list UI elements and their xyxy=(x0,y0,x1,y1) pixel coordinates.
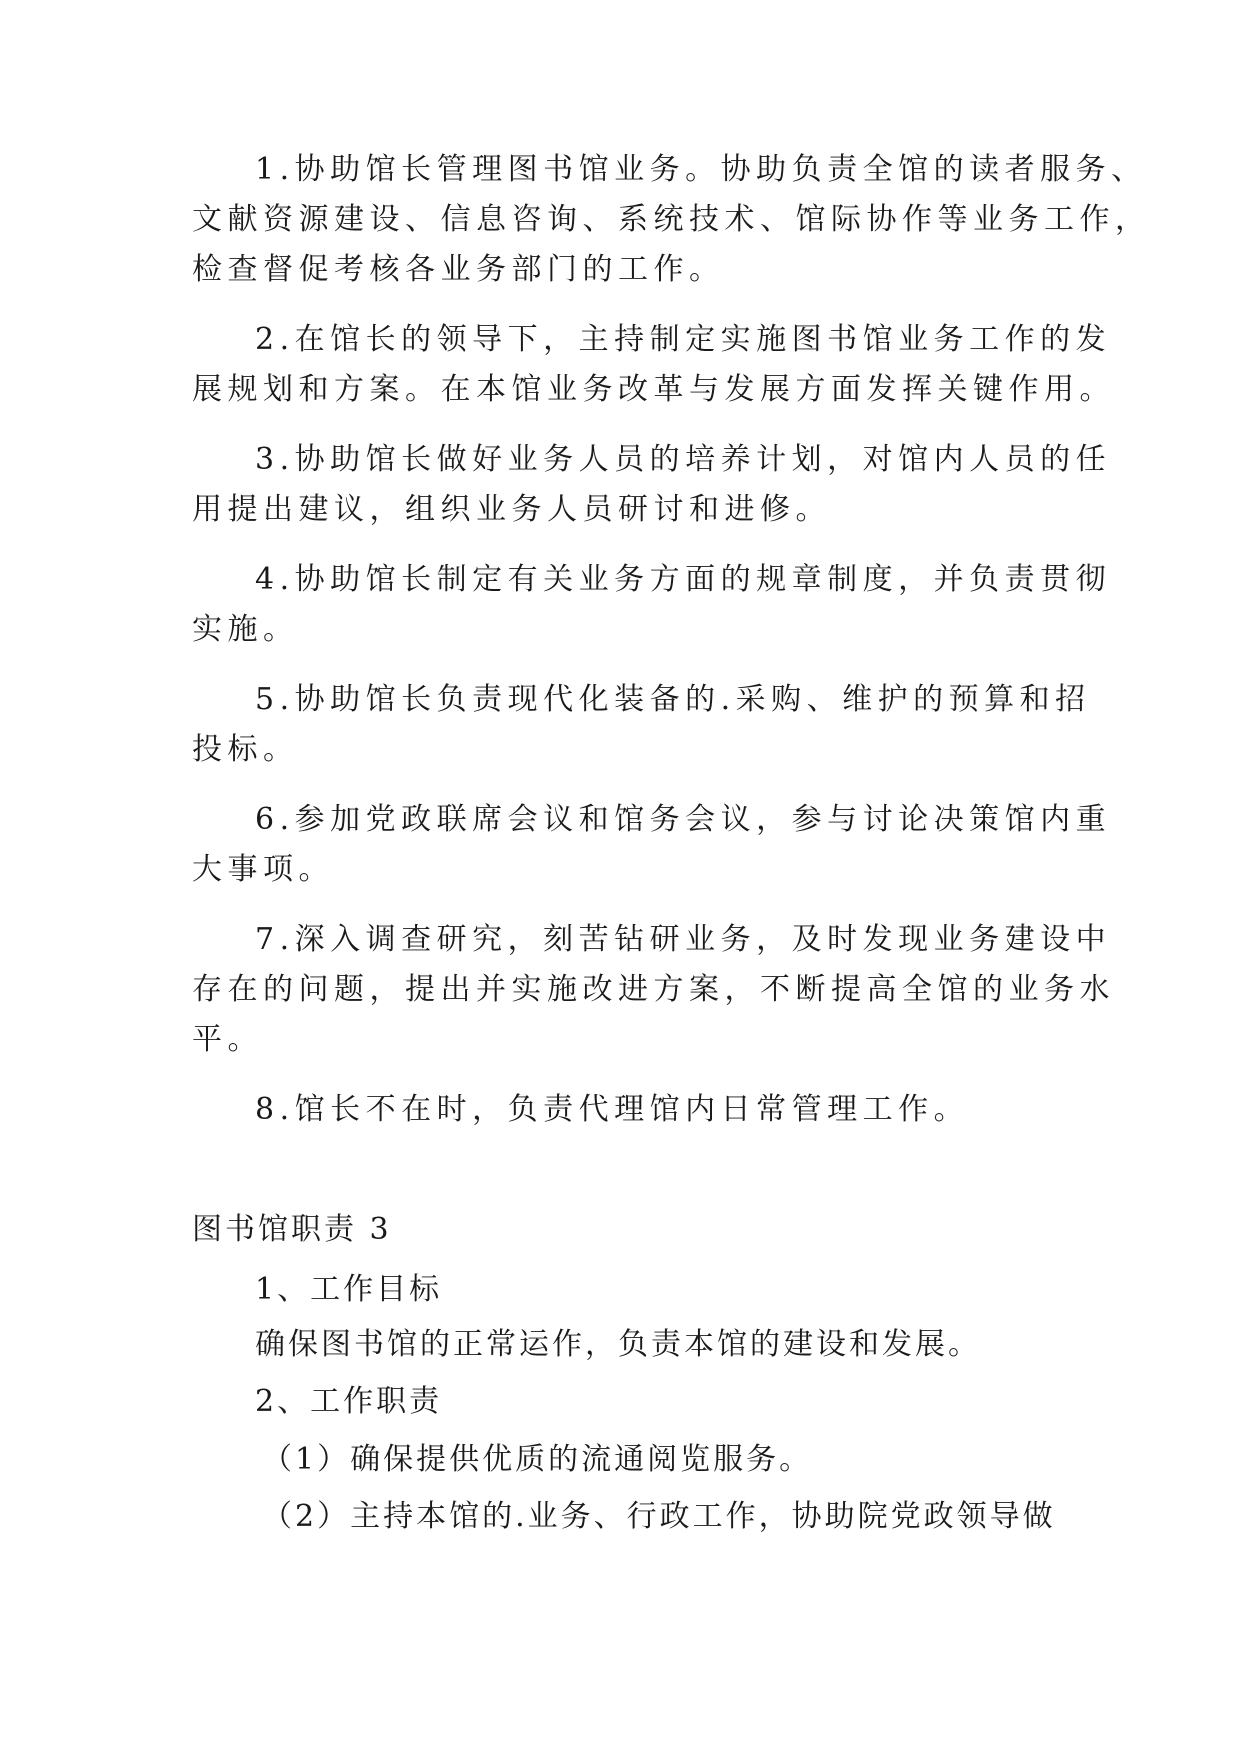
paragraph-line: 展规划和方案。在本馆业务改革与发展方面发挥关键作用。 xyxy=(192,372,1115,407)
section-line: 1、工作目标 xyxy=(255,1272,443,1307)
paragraph-line: 投标。 xyxy=(192,732,299,767)
section-line: 确保图书馆的正常运作，负责本馆的建设和发展。 xyxy=(255,1327,981,1362)
paragraph-line: 3.协助馆长做好业务人员的培养计划，对馆内人员的任 xyxy=(255,442,1112,477)
paragraph-line: 文献资源建设、信息咨询、系统技术、馆际协作等业务工作， xyxy=(192,202,1151,237)
section-line: 2、工作职责 xyxy=(255,1384,443,1419)
paragraph-line: 2.在馆长的领导下，主持制定实施图书馆业务工作的发 xyxy=(255,322,1112,357)
paragraph-line: 检查督促考核各业务部门的工作。 xyxy=(192,252,725,287)
paragraph-line: 存在的问题，提出并实施改进方案，不断提高全馆的业务水 xyxy=(192,972,1115,1007)
paragraph-line: 5.协助馆长负责现代化装备的.采购、维护的预算和招 xyxy=(255,682,1091,717)
paragraph-line: 8.馆长不在时，负责代理馆内日常管理工作。 xyxy=(255,1092,970,1127)
paragraph-line: 1.协助馆长管理图书馆业务。协助负责全馆的读者服务、 xyxy=(255,152,1147,187)
paragraph-line: 实施。 xyxy=(192,612,299,647)
paragraph-line: 6.参加党政联席会议和馆务会议，参与讨论决策馆内重 xyxy=(255,802,1112,837)
paragraph-line: 平。 xyxy=(192,1022,263,1057)
paragraph-line: 4.协助馆长制定有关业务方面的规章制度，并负责贯彻 xyxy=(255,562,1112,597)
paragraph-line: 大事项。 xyxy=(192,852,334,887)
section-line: （1）确保提供优质的流通阅览服务。 xyxy=(262,1442,813,1477)
paragraph-line: 用提出建议，组织业务人员研讨和进修。 xyxy=(192,492,831,527)
paragraph-line: 7.深入调查研究，刻苦钻研业务，及时发现业务建设中 xyxy=(255,922,1112,957)
section-title: 图书馆职责 3 xyxy=(192,1212,392,1247)
section-line: （2）主持本馆的.业务、行政工作，协助院党政领导做 xyxy=(262,1499,1056,1534)
